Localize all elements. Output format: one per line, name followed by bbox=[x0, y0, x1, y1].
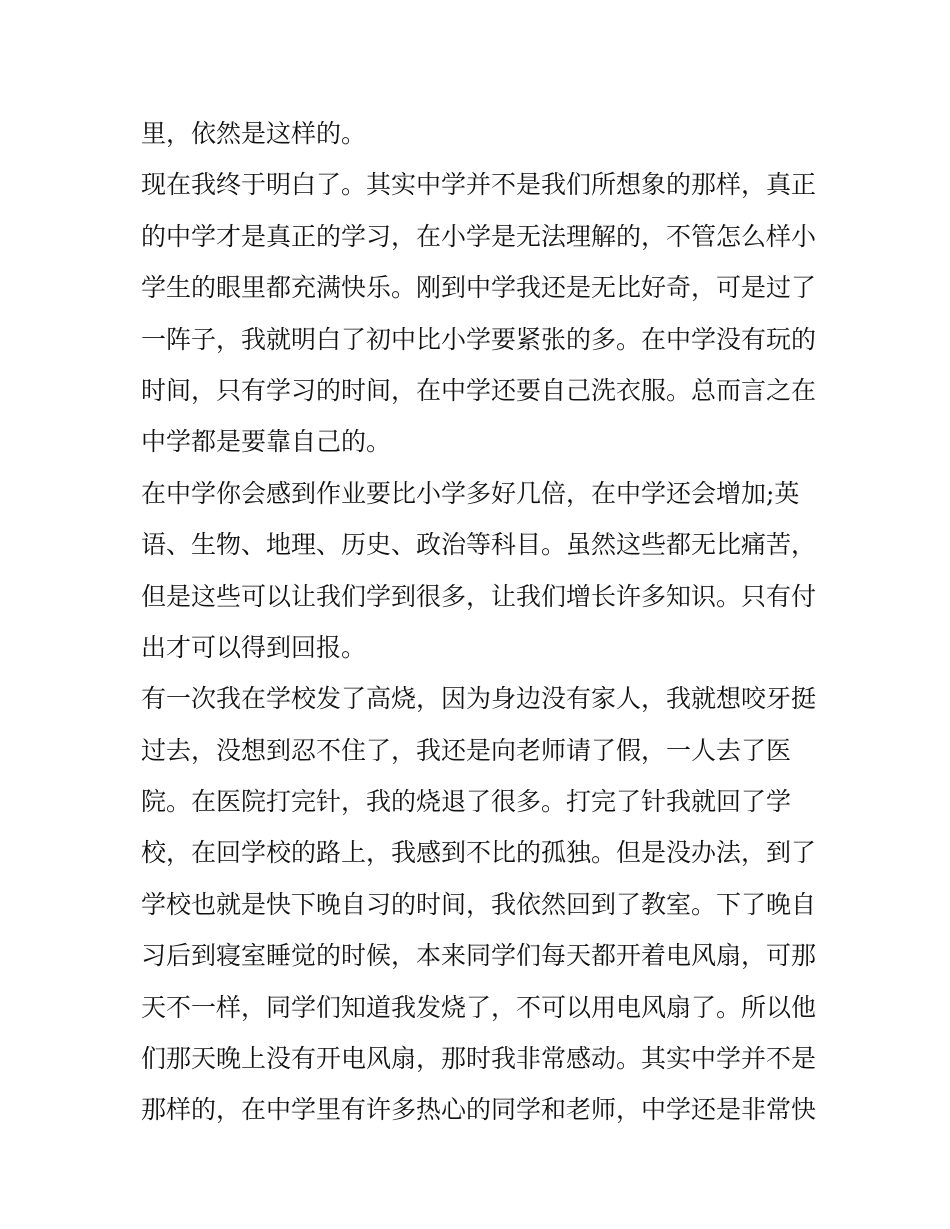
essay-text bbox=[141, 108, 817, 1136]
text-line: 们那天晚上没有开电风扇，那时我非常感动。其实中学并不是 bbox=[141, 1044, 817, 1074]
text-line: 现在我终于明白了。其实中学并不是我们所想象的那样，真正 bbox=[141, 170, 817, 200]
text-line: 过去，没想到忍不住了，我还是向老师请了假，一人去了医 bbox=[141, 735, 792, 765]
text-line: 出才可以得到回报。 bbox=[141, 632, 367, 662]
text-line: 语、生物、地理、历史、政治等科目。虽然这些都无比痛苦， bbox=[141, 530, 817, 560]
text-line: 院。在医院打完针，我的烧退了很多。打完了针我就回了学 bbox=[141, 787, 792, 817]
text-line: 在中学你会感到作业要比小学多好几倍，在中学还会增加;英 bbox=[141, 478, 800, 508]
text-line: 那样的，在中学里有许多热心的同学和老师，中学还是非常快 bbox=[141, 1095, 817, 1125]
text-line: 里，依然是这样的。 bbox=[141, 119, 367, 148]
text-line: 的中学才是真正的学习，在小学是无法理解的，不管怎么样小 bbox=[141, 221, 817, 251]
text-line: 时间，只有学习的时间，在中学还要自己洗衣服。总而言之在 bbox=[141, 375, 817, 405]
text-line: 有一次我在学校发了高烧，因为身边没有家人，我就想咬牙挺 bbox=[141, 684, 817, 714]
text-line: 习后到寝室睡觉的时候，本来同学们每天都开着电风扇，可那 bbox=[141, 941, 817, 971]
text-line: 但是这些可以让我们学到很多，让我们增长许多知识。只有付 bbox=[141, 581, 817, 611]
text-line: 校，在回学校的路上，我感到不比的孤独。但是没办法，到了 bbox=[141, 838, 817, 868]
text-line: 天不一样，同学们知道我发烧了，不可以用电风扇了。所以他 bbox=[141, 992, 817, 1022]
text-line: 学校也就是快下晚自习的时间，我依然回到了教室。下了晚自 bbox=[141, 889, 817, 919]
text-line: 一阵子，我就明白了初中比小学要紧张的多。在中学没有玩的 bbox=[141, 324, 817, 354]
text-line: 学生的眼里都充满快乐。刚到中学我还是无比好奇，可是过了 bbox=[141, 273, 817, 303]
text-line: 中学都是要靠自己的。 bbox=[141, 427, 392, 457]
